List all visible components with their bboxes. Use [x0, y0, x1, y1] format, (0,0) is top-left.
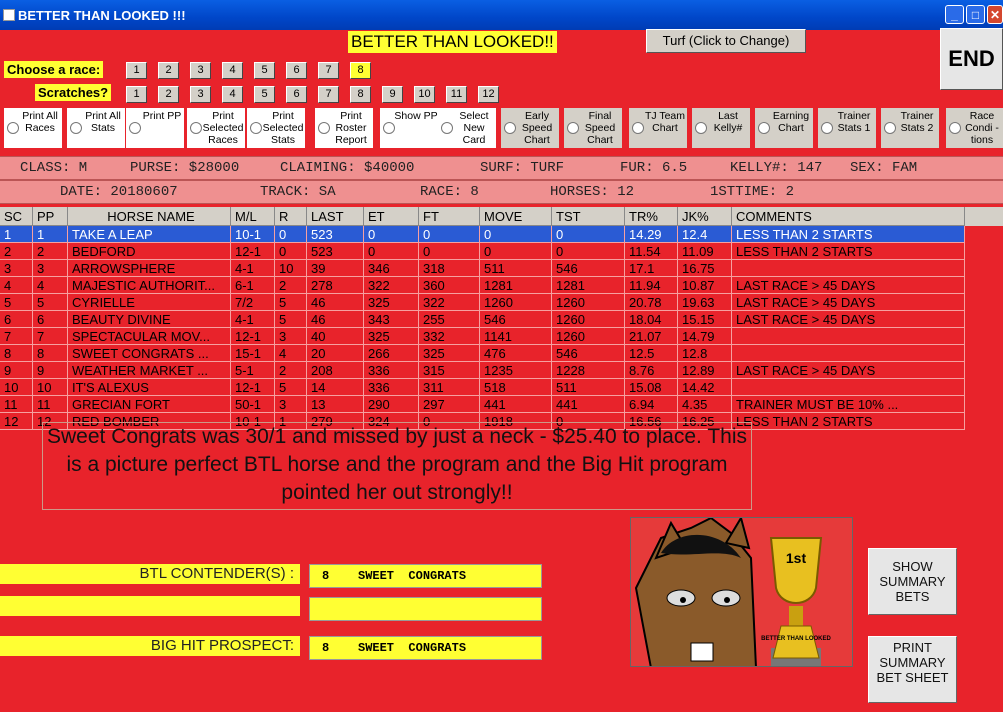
option-radio[interactable] — [67, 108, 125, 148]
table-cell: 12.5 — [625, 345, 678, 362]
scratch-number-button[interactable]: 10 — [414, 86, 435, 103]
table-cell: 4.35 — [678, 396, 732, 413]
column-header[interactable]: LAST — [307, 207, 364, 226]
race-number-button[interactable]: 8 — [350, 62, 371, 79]
surface-info: SURF: TURF — [480, 160, 565, 176]
table-cell: 6 — [0, 311, 33, 328]
table-cell: 0 — [419, 413, 480, 430]
table-cell: IT'S ALEXUS — [68, 379, 231, 396]
table-cell: LESS THAN 2 STARTS — [732, 226, 965, 243]
table-cell: 4 — [0, 277, 33, 294]
table-cell: 2 — [275, 362, 307, 379]
table-cell: SPECTACULAR MOV... — [68, 328, 231, 345]
table-row[interactable] — [0, 311, 965, 328]
table-cell: 0 — [419, 243, 480, 260]
table-cell: 19.63 — [678, 294, 732, 311]
table-cell: 208 — [307, 362, 364, 379]
table-cell: 15.08 — [625, 379, 678, 396]
table-cell: 332 — [419, 328, 480, 345]
table-cell: 476 — [480, 345, 552, 362]
table-cell: 6-1 — [231, 277, 275, 294]
table-cell: LAST RACE > 45 DAYS — [732, 277, 965, 294]
track-info: TRACK: SA — [260, 184, 336, 200]
table-cell: 3 — [275, 396, 307, 413]
table-cell: 3 — [275, 328, 307, 345]
table-cell: SWEET CONGRATS ... — [68, 345, 231, 362]
column-header[interactable]: COMMENTS — [732, 207, 965, 226]
table-cell: 441 — [552, 396, 625, 413]
option-radio[interactable] — [187, 108, 245, 148]
option-radio[interactable] — [438, 108, 496, 148]
table-cell: 0 — [552, 226, 625, 243]
table-cell: LESS THAN 2 STARTS — [732, 413, 965, 430]
radio-icon[interactable] — [383, 122, 395, 134]
table-cell: 1260 — [552, 311, 625, 328]
table-cell: 11 — [33, 396, 68, 413]
table-row[interactable] — [0, 243, 965, 260]
table-cell: 50-1 — [231, 396, 275, 413]
table-cell: LAST RACE > 45 DAYS — [732, 294, 965, 311]
table-cell: 5 — [0, 294, 33, 311]
table-cell: 1 — [275, 413, 307, 430]
table-cell: 5-1 — [231, 362, 275, 379]
table-cell: 336 — [364, 379, 419, 396]
show-summary-bets-button[interactable]: SHOW SUMMARY BETS — [868, 548, 957, 615]
trophy-text: BETTER THAN LOOKED — [761, 636, 831, 642]
table-cell: 2 — [0, 243, 33, 260]
option-radio[interactable] — [881, 108, 939, 148]
table-cell: 6 — [33, 311, 68, 328]
table-cell: 10 — [0, 379, 33, 396]
maximize-icon[interactable]: □ — [966, 5, 985, 24]
table-cell: ARROWSPHERE — [68, 260, 231, 277]
btl-contender-label-2 — [0, 596, 300, 616]
scratch-number-button[interactable]: 3 — [190, 86, 211, 103]
table-cell: 1 — [33, 226, 68, 243]
table-cell: 518 — [480, 379, 552, 396]
table-cell: 1 — [0, 226, 33, 243]
table-cell: 10 — [33, 379, 68, 396]
table-cell: BEAUTY DIVINE — [68, 311, 231, 328]
column-header[interactable]: JK% — [678, 207, 732, 226]
radio-icon[interactable] — [129, 122, 141, 134]
option-radio[interactable] — [564, 108, 622, 148]
option-label: Trainer Stats 1 — [837, 110, 871, 134]
table-cell: 5 — [275, 311, 307, 328]
class-info: CLASS: M — [20, 160, 88, 176]
column-header[interactable]: TST — [552, 207, 625, 226]
table-cell: 1260 — [480, 294, 552, 311]
table-cell: 11.94 — [625, 277, 678, 294]
table-row[interactable] — [0, 396, 965, 413]
table-row[interactable] — [0, 277, 965, 294]
table-cell: 16.75 — [678, 260, 732, 277]
table-cell: 0 — [275, 226, 307, 243]
option-radio[interactable] — [501, 108, 559, 148]
race-info-bar-2 — [0, 180, 1003, 204]
table-cell — [732, 379, 965, 396]
table-row[interactable] — [0, 362, 965, 379]
table-cell: 1260 — [552, 294, 625, 311]
table-cell: 11 — [0, 396, 33, 413]
table-cell: 12-1 — [231, 328, 275, 345]
table-cell: MAJESTIC AUTHORIT... — [68, 277, 231, 294]
big-hit-value[interactable]: 8 SWEET CONGRATS — [309, 636, 542, 660]
table-cell: 1281 — [552, 277, 625, 294]
close-icon[interactable]: ✕ — [987, 5, 1003, 24]
kelly-info: KELLY#: 147 — [730, 160, 823, 176]
btl-contender-value-2[interactable] — [309, 597, 542, 621]
table-cell: 12-1 — [231, 379, 275, 396]
table-cell — [732, 345, 965, 362]
race-note: Sweet Congrats was 30/1 and missed by just a neck - $25.40 to place. This is a picture perfect BTL horse and the program and the Big Hit program pointed her out strongly!! — [42, 422, 752, 510]
table-cell: 325 — [419, 345, 480, 362]
table-cell: 13 — [307, 396, 364, 413]
table-cell: WEATHER MARKET ... — [68, 362, 231, 379]
turf-toggle-button[interactable]: Turf (Click to Change) — [646, 29, 806, 53]
table-cell: 6.94 — [625, 396, 678, 413]
race-number-button[interactable]: 5 — [254, 62, 275, 79]
table-cell: 4-1 — [231, 311, 275, 328]
table-cell: 546 — [552, 345, 625, 362]
table-cell: 1141 — [480, 328, 552, 345]
furlong-info: FUR: 6.5 — [620, 160, 688, 176]
column-header[interactable]: TR% — [625, 207, 678, 226]
date-info: DATE: 20180607 — [60, 184, 178, 200]
table-cell: 16.25 — [678, 413, 732, 430]
print-summary-bet-sheet-button[interactable]: PRINT SUMMARY BET SHEET — [868, 636, 957, 703]
table-cell: 14.42 — [678, 379, 732, 396]
race-number-button[interactable]: 1 — [126, 62, 147, 79]
scratch-number-button[interactable]: 11 — [446, 86, 467, 103]
table-cell: 0 — [552, 243, 625, 260]
table-cell: 12 — [33, 413, 68, 430]
race-number-button[interactable]: 3 — [190, 62, 211, 79]
table-cell: 278 — [307, 277, 364, 294]
table-cell: 10-1 — [231, 226, 275, 243]
column-header[interactable]: HORSE NAME — [68, 207, 231, 226]
column-header[interactable]: R — [275, 207, 307, 226]
table-cell: 20 — [307, 345, 364, 362]
option-radio[interactable] — [946, 108, 1003, 148]
table-cell: 16.56 — [625, 413, 678, 430]
option-label: Print Selected Races — [202, 110, 244, 146]
table-cell: 15.15 — [678, 311, 732, 328]
table-cell: 14 — [307, 379, 364, 396]
table-cell: 4-1 — [231, 260, 275, 277]
table-cell: 7/2 — [231, 294, 275, 311]
window-title: BETTER THAN LOOKED !!! — [18, 8, 186, 23]
table-cell: CYRIELLE — [68, 294, 231, 311]
column-header[interactable]: PP — [33, 207, 68, 226]
option-label: Print Roster Report — [335, 110, 367, 146]
table-cell: 4 — [275, 345, 307, 362]
table-cell: 523 — [307, 226, 364, 243]
table-cell: 7 — [0, 328, 33, 345]
option-radio[interactable] — [818, 108, 876, 148]
option-radio[interactable] — [4, 108, 62, 148]
table-row[interactable] — [0, 328, 965, 345]
table-cell: 3 — [0, 260, 33, 277]
end-button[interactable]: END — [940, 28, 1003, 90]
big-hit-label: BIG HIT PROSPECT: — [0, 636, 300, 656]
option-radio[interactable] — [692, 108, 750, 148]
table-cell: 0 — [364, 226, 419, 243]
table-cell: 39 — [307, 260, 364, 277]
table-cell: 10.87 — [678, 277, 732, 294]
table-cell: GRECIAN FORT — [68, 396, 231, 413]
option-radio[interactable] — [755, 108, 813, 148]
scratch-number-button[interactable]: 9 — [382, 86, 403, 103]
option-label: Show PP — [394, 110, 438, 122]
horse-mascot-image — [630, 517, 853, 667]
table-cell: 346 — [364, 260, 419, 277]
scratch-number-button[interactable]: 6 — [286, 86, 307, 103]
table-cell: 11.54 — [625, 243, 678, 260]
table-row[interactable] — [0, 294, 965, 311]
table-cell: 5 — [275, 379, 307, 396]
table-cell: 10 — [275, 260, 307, 277]
btl-contender-label: BTL CONTENDER(S) : — [0, 564, 300, 584]
table-row[interactable] — [0, 260, 965, 277]
title-bar — [0, 0, 1003, 30]
table-cell: 318 — [419, 260, 480, 277]
table-cell: 11.09 — [678, 243, 732, 260]
grid-header — [0, 207, 1003, 226]
table-cell: 40 — [307, 328, 364, 345]
table-cell: 324 — [364, 413, 419, 430]
option-label: Print Selected Stats — [262, 110, 304, 146]
table-cell: 0 — [552, 413, 625, 430]
table-cell: 325 — [364, 328, 419, 345]
table-cell: 322 — [419, 294, 480, 311]
table-cell: 325 — [364, 294, 419, 311]
table-row[interactable] — [0, 345, 965, 362]
table-cell: 4 — [33, 277, 68, 294]
table-cell: 315 — [419, 362, 480, 379]
race-number-button[interactable]: 6 — [286, 62, 307, 79]
table-cell: 12.4 — [678, 226, 732, 243]
option-radio[interactable] — [629, 108, 687, 148]
table-cell: 523 — [307, 243, 364, 260]
table-row[interactable] — [0, 226, 965, 243]
scratch-number-button[interactable]: 7 — [318, 86, 339, 103]
btl-contender-value[interactable]: 8 SWEET CONGRATS — [309, 564, 542, 588]
scratch-number-button[interactable]: 4 — [222, 86, 243, 103]
table-cell: 0 — [480, 226, 552, 243]
column-header[interactable]: M/L — [231, 207, 275, 226]
option-label: Final Speed Chart — [584, 110, 616, 146]
option-label: Print All Races — [22, 110, 58, 134]
table-cell: 12-1 — [231, 243, 275, 260]
app-icon — [3, 9, 15, 21]
table-cell: 343 — [364, 311, 419, 328]
option-radio[interactable] — [247, 108, 305, 148]
option-label: Earning Chart — [772, 110, 810, 134]
option-radio[interactable] — [380, 108, 438, 148]
table-cell: 9 — [33, 362, 68, 379]
table-cell: 9 — [0, 362, 33, 379]
table-cell: 0 — [275, 243, 307, 260]
table-cell: 322 — [364, 277, 419, 294]
table-cell: 0 — [480, 243, 552, 260]
table-cell: 511 — [552, 379, 625, 396]
table-cell — [732, 260, 965, 277]
scratch-number-button[interactable]: 8 — [350, 86, 371, 103]
table-cell: 8 — [33, 345, 68, 362]
table-cell: 3 — [33, 260, 68, 277]
banner-title: BETTER THAN LOOKED!! — [348, 31, 557, 53]
table-cell: 546 — [480, 311, 552, 328]
table-cell: 10-1 — [231, 413, 275, 430]
table-cell: 2 — [275, 277, 307, 294]
table-cell: 511 — [480, 260, 552, 277]
option-label: Last Kelly# — [713, 110, 743, 134]
table-cell: 46 — [307, 294, 364, 311]
table-cell: 0 — [364, 243, 419, 260]
table-row[interactable] — [0, 379, 965, 396]
table-cell: 14.29 — [625, 226, 678, 243]
table-cell: 546 — [552, 260, 625, 277]
scratches-label: Scratches? — [35, 84, 111, 101]
table-cell: 2 — [33, 243, 68, 260]
table-cell: 21.07 — [625, 328, 678, 345]
table-cell: 17.1 — [625, 260, 678, 277]
race-number-button[interactable]: 2 — [158, 62, 179, 79]
table-cell: 360 — [419, 277, 480, 294]
option-radio[interactable] — [315, 108, 373, 148]
race-number-button[interactable]: 7 — [318, 62, 339, 79]
table-cell: 255 — [419, 311, 480, 328]
choose-race-label: Choose a race: — [4, 61, 103, 78]
table-cell: BEDFORD — [68, 243, 231, 260]
race-info-bar-1 — [0, 156, 1003, 180]
option-label: Early Speed Chart — [521, 110, 553, 146]
option-label: Trainer Stats 2 — [900, 110, 934, 134]
table-cell: 12 — [0, 413, 33, 430]
sex-info: SEX: FAM — [850, 160, 918, 176]
table-cell: 1235 — [480, 362, 552, 379]
table-cell: 5 — [275, 294, 307, 311]
table-cell: 8.76 — [625, 362, 678, 379]
table-cell: 12.8 — [678, 345, 732, 362]
table-cell: 311 — [419, 379, 480, 396]
table-cell: 0 — [419, 226, 480, 243]
option-label: Print PP — [142, 110, 182, 122]
table-cell: TRAINER MUST BE 10% ... — [732, 396, 965, 413]
table-cell: 18.04 — [625, 311, 678, 328]
table-cell: 290 — [364, 396, 419, 413]
first-time-info: 1STTIME: 2 — [710, 184, 795, 200]
scratch-number-button[interactable]: 5 — [254, 86, 275, 103]
race-info: RACE: 8 — [420, 184, 479, 200]
scratch-number-button[interactable]: 2 — [158, 86, 179, 103]
grid-empty-area — [965, 226, 1003, 432]
table-cell — [732, 328, 965, 345]
table-cell: 441 — [480, 396, 552, 413]
scratch-number-button[interactable]: 1 — [126, 86, 147, 103]
table-cell: 12.89 — [678, 362, 732, 379]
option-label: Race Condi -tions — [965, 110, 999, 146]
table-cell: 1260 — [552, 328, 625, 345]
table-cell: 297 — [419, 396, 480, 413]
option-radio[interactable] — [126, 108, 184, 148]
table-cell: 336 — [364, 362, 419, 379]
table-cell: LAST RACE > 45 DAYS — [732, 362, 965, 379]
column-header[interactable]: MOVE — [480, 207, 552, 226]
column-header[interactable]: SC — [0, 207, 33, 226]
table-cell: 20.78 — [625, 294, 678, 311]
table-cell: LAST RACE > 45 DAYS — [732, 311, 965, 328]
column-header[interactable]: ET — [364, 207, 419, 226]
purse-info: PURSE: $28000 — [130, 160, 240, 176]
table-cell: 5 — [33, 294, 68, 311]
race-number-button[interactable]: 4 — [222, 62, 243, 79]
option-label: TJ Team Chart — [644, 110, 686, 134]
table-cell: 15-1 — [231, 345, 275, 362]
minimize-icon[interactable]: _ — [945, 5, 964, 24]
table-cell: 1918 — [480, 413, 552, 430]
table-cell: 266 — [364, 345, 419, 362]
scratch-number-button[interactable]: 12 — [478, 86, 499, 103]
table-cell: 7 — [33, 328, 68, 345]
trophy-rank: 1st — [785, 550, 807, 566]
horse-grid[interactable] — [0, 207, 1003, 432]
claiming-info: CLAIMING: $40000 — [280, 160, 415, 176]
table-cell: 1281 — [480, 277, 552, 294]
column-header[interactable]: FT — [419, 207, 480, 226]
table-cell: 8 — [0, 345, 33, 362]
option-label: Print All Stats — [85, 110, 121, 134]
table-cell: 279 — [307, 413, 364, 430]
table-cell: LESS THAN 2 STARTS — [732, 243, 965, 260]
table-cell: RED BOMBER — [68, 413, 231, 430]
option-label: Select New Card — [459, 110, 489, 146]
table-cell: TAKE A LEAP — [68, 226, 231, 243]
table-cell: 46 — [307, 311, 364, 328]
horses-info: HORSES: 12 — [550, 184, 635, 200]
table-cell: 1228 — [552, 362, 625, 379]
table-cell: 14.79 — [678, 328, 732, 345]
